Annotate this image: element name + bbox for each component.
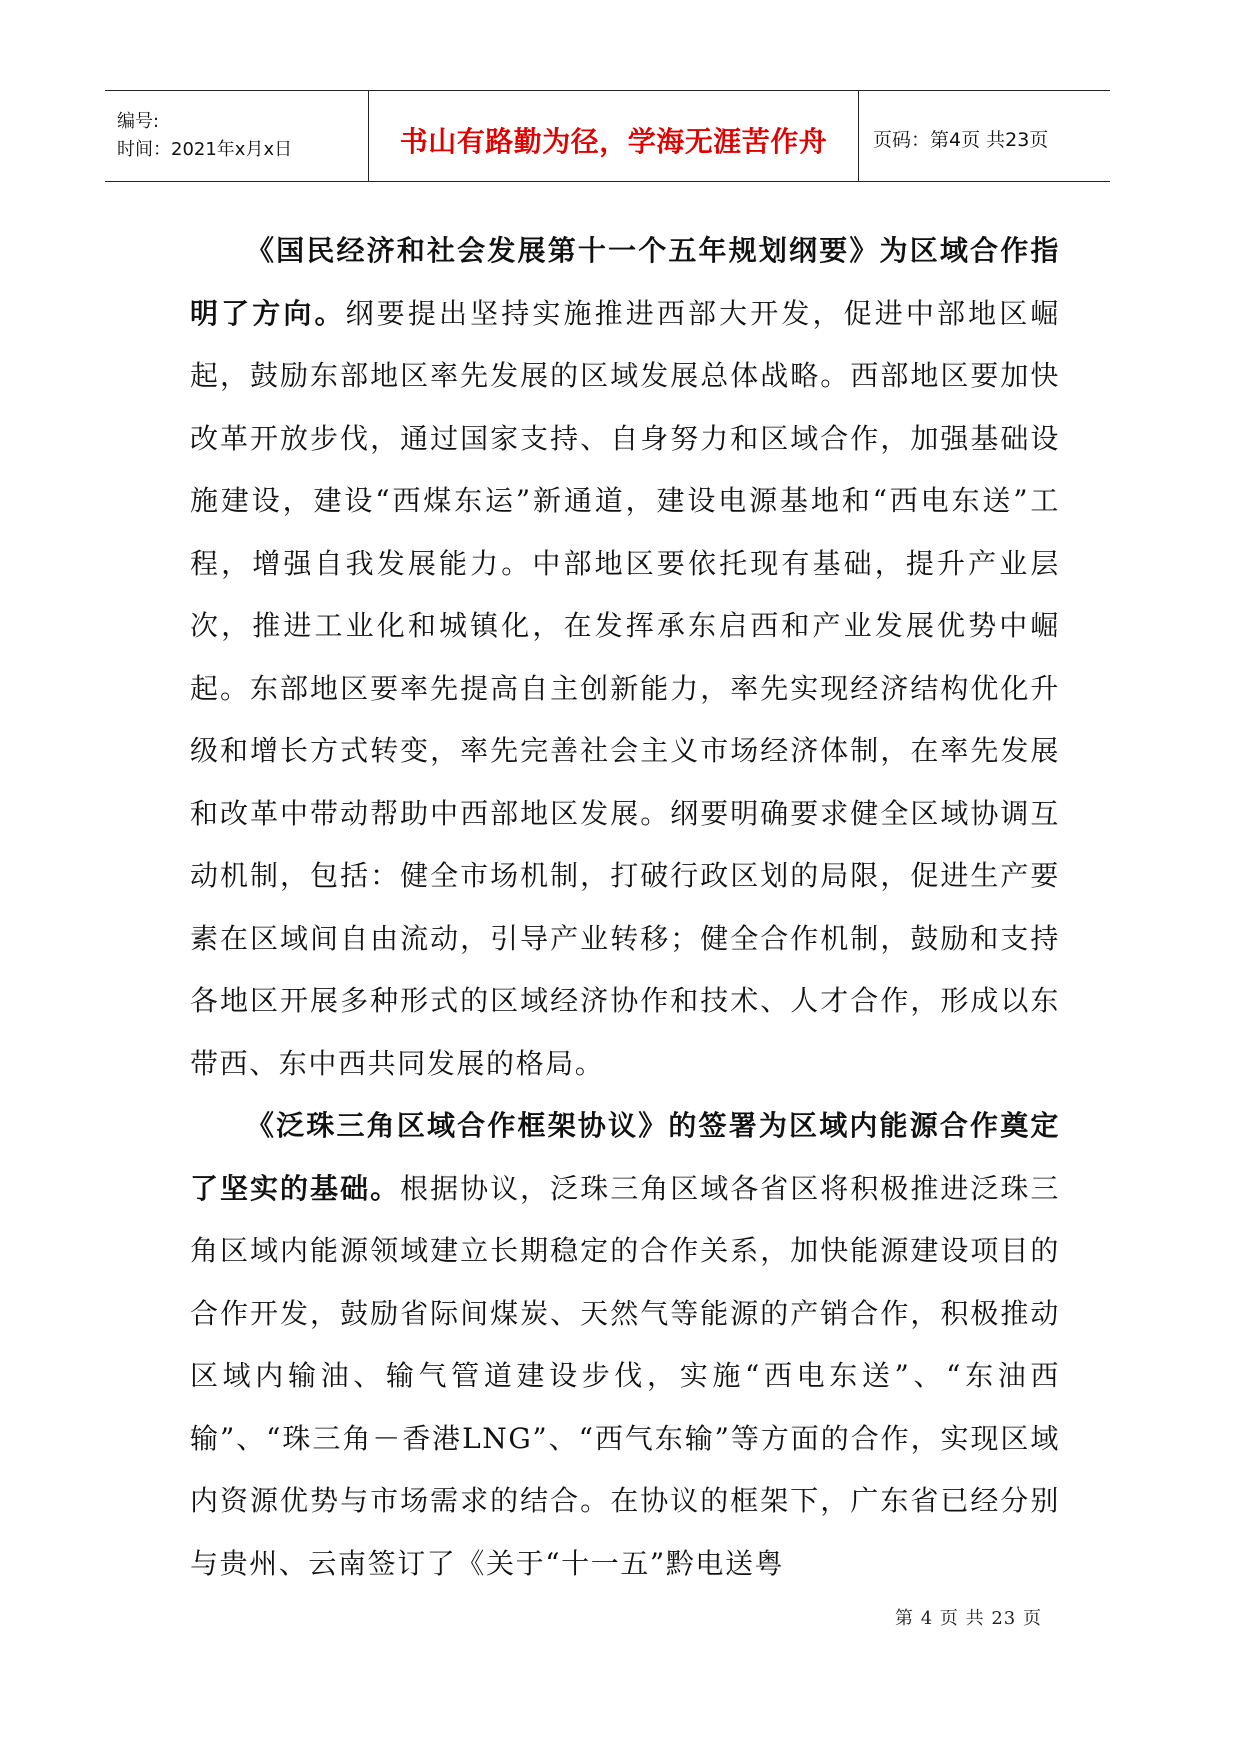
header-page-info (859, 91, 1110, 181)
paragraph-1-text: 纲要提出坚持实施推进西部大开发，促进中部地区崛起，鼓励东部地区率先发展的区域发展总体战略。西部地区要加快改革开放步伐，通过国家支持、自身努力和区域合作，加强基础设施建设，建设“西煤东运”新通道，建设电源基地和“西电东送”工程，增强自我发展能力。中部地区要依托现有基础，提升产业层次，推进工业化和城镇化，在发挥承东启西和产业发展优势中崛起。东部地区要率先提高自主创新能力，率先实现经济结构优化升级和增长方式转变，率先完善社会主义市场经济体制，在率先发展和改革中带动帮助中西部地区发展。纲要明确要求健全区域协调互动机制，包括：健全市场机制，打破行政区划的局限，促进生产要素在区域间自由流动，引导产业转移；健全合作机制，鼓励和支持各地区开展多种形式的区域经济协作和技术、人才合作，形成以东带西、东中西共同发展的格局。 (190, 296, 1060, 1080)
document-body (190, 220, 1060, 1595)
paragraph-2 (190, 1095, 1060, 1595)
paragraph-1-lead: 《国民经济和社会发展第十一个五年规划纲要》为区域合作指明了方向。 (190, 234, 1060, 330)
header-motto (369, 91, 859, 181)
page-header (105, 90, 1110, 182)
motto-text: 书山有路勤为径，学海无涯苦作舟 (399, 125, 828, 158)
paragraph-1 (190, 220, 1060, 1095)
paragraph-2-lead: 《泛珠三角区域合作框架协议》的签署为区域内能源合作奠定了坚实的基础。 (190, 1109, 1060, 1205)
number-label: 编号: (117, 111, 160, 132)
time-label: 时间：2021年x月x日 (117, 139, 293, 160)
paragraph-2-text: 根据协议，泛珠三角区域各省区将积极推进泛珠三角区域内能源领域建立长期稳定的合作关系，加快能源建设项目的合作开发，鼓励省际间煤炭、天然气等能源的产销合作，积极推动区域内输油、输气管道建设步伐，实施“西电东送”、“东油西输”、“珠三角－香港LNG”、“西气东输”等方面的合作，实现区域内资源优势与市场需求的结合。在协议的框架下，广东省已经分别与贵州、云南签订了《关于“十一五”黔电送粤 (190, 1171, 1061, 1580)
page-footer (895, 1604, 1042, 1630)
header-meta (105, 91, 369, 181)
page-info-text: 页码：第4页 共23页 (873, 128, 1049, 151)
footer-page-number: 第 4 页 共 23 页 (895, 1608, 1042, 1629)
